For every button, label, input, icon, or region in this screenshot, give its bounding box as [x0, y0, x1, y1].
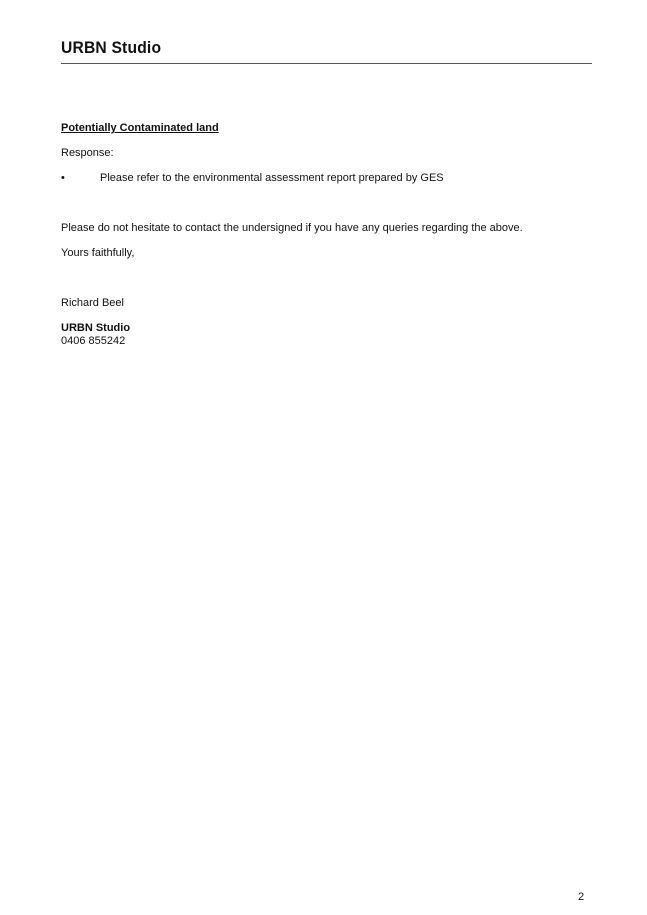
contact-paragraph: Please do not hesitate to contact the undersigned if you have any queries regarding the above. — [61, 222, 523, 234]
letterhead-title: URBN Studio — [61, 38, 162, 57]
signatory-name: Richard Beel — [61, 297, 124, 309]
page-number: 2 — [578, 891, 585, 903]
section-heading: Potentially Contaminated land — [61, 122, 219, 134]
bullet-text: Please refer to the environmental assessment report prepared by GES — [100, 172, 444, 184]
signatory-company: URBN Studio — [61, 322, 131, 334]
bullet-symbol: • — [61, 172, 65, 184]
response-label: Response: — [61, 147, 114, 159]
sign-off: Yours faithfully, — [61, 247, 135, 259]
header-divider — [61, 63, 592, 64]
signatory-phone: 0406 855242 — [61, 335, 126, 347]
